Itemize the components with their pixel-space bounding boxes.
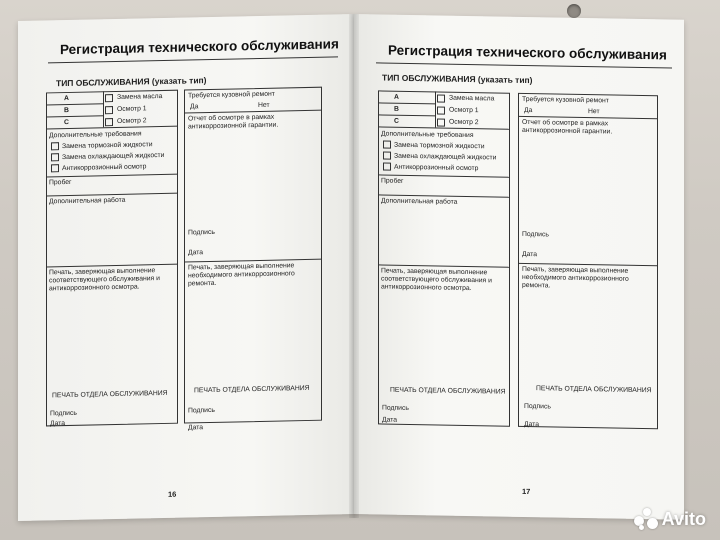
signature-label: Подпись xyxy=(524,402,551,411)
anticorrosion-checkbox[interactable] xyxy=(383,163,391,171)
title-divider xyxy=(48,56,338,63)
date-label: Дата xyxy=(50,420,66,428)
avito-watermark xyxy=(634,508,706,530)
service-dept-stamp-label: ПЕЧАТЬ ОТДЕЛА ОБСЛУЖИВАНИЯ xyxy=(390,386,506,396)
additional-requirements-label: Дополнительные требования xyxy=(49,130,142,140)
service-dept-stamp-label: ПЕЧАТЬ ОТДЕЛА ОБСЛУЖИВАНИЯ xyxy=(52,389,168,400)
stamp-anticorrosion-text: Печать, заверяющая выполнение необходимого антикоррозионного ремонта. xyxy=(522,265,629,290)
date-label: Дата xyxy=(522,250,538,259)
body-repair-box xyxy=(518,93,658,429)
booklet-spine xyxy=(349,14,359,518)
type-b-label: Осмотр 1 xyxy=(449,106,479,115)
signature-label: Подпись xyxy=(382,404,409,412)
body-repair-box xyxy=(184,87,322,424)
type-c-label: Осмотр 2 xyxy=(117,117,147,125)
mileage-label: Пробег xyxy=(381,177,404,185)
type-c-checkbox[interactable] xyxy=(437,118,445,126)
open-booklet xyxy=(18,14,686,518)
body-repair-label: Требуется кузовной ремонт xyxy=(522,95,609,105)
type-a-label: Замена масла xyxy=(449,94,495,103)
type-c-letter: C xyxy=(394,117,399,125)
signature-label: Подпись xyxy=(188,228,215,237)
service-type-heading: ТИП ОБСЛУЖИВАНИЯ (указать тип) xyxy=(382,72,533,86)
page-title: Регистрация технического обслуживания xyxy=(388,42,667,63)
no-label: Нет xyxy=(258,101,270,110)
brake-fluid-checkbox[interactable] xyxy=(51,142,59,150)
requirement-item: Антикоррозионный осмотр xyxy=(394,163,479,173)
page-number: 16 xyxy=(168,489,177,499)
signature-label: Подпись xyxy=(50,409,77,418)
type-a-letter: A xyxy=(64,94,69,103)
type-a-label: Замена масла xyxy=(117,93,163,101)
type-c-letter: C xyxy=(64,118,69,127)
page-number: 17 xyxy=(522,486,531,497)
stamp-service-text: Печать, заверяющая выполнение соответствующего обслуживания и антикоррозионного осмотра. xyxy=(49,267,160,293)
coolant-checkbox[interactable] xyxy=(383,152,391,160)
anticorrosion-checkbox[interactable] xyxy=(51,164,59,172)
type-b-checkbox[interactable] xyxy=(105,106,113,114)
stamp-service-text: Печать, заверяющая выполнение соответствующего обслуживания и антикоррозионного осмотра. xyxy=(381,267,492,292)
yes-label: Да xyxy=(190,103,199,111)
additional-work-label: Дополнительная работа xyxy=(381,197,458,206)
coolant-checkbox[interactable] xyxy=(51,153,59,161)
service-record-box xyxy=(46,90,178,427)
body-repair-label: Требуется кузовной ремонт xyxy=(188,90,275,100)
type-c-label: Осмотр 2 xyxy=(449,118,479,127)
mileage-label: Пробег xyxy=(49,178,72,187)
title-divider xyxy=(376,62,672,68)
date-label: Дата xyxy=(188,249,204,257)
date-label: Дата xyxy=(188,424,204,432)
watermark-brand: Avito xyxy=(661,508,706,529)
requirement-item: Замена охлаждающей жидкости xyxy=(62,151,165,162)
avito-logo-icon xyxy=(634,508,658,530)
date-label: Дата xyxy=(382,416,398,424)
page-title: Регистрация технического обслуживания xyxy=(60,36,339,58)
page-17 xyxy=(354,14,684,520)
requirement-item: Антикоррозионный осмотр xyxy=(62,163,147,173)
inspection-report-text: Отчет об осмотре в рамках антикоррозионной гарантии. xyxy=(188,113,279,131)
additional-work-label: Дополнительная работа xyxy=(49,196,126,206)
additional-requirements-label: Дополнительные требования xyxy=(381,130,474,140)
type-a-checkbox[interactable] xyxy=(437,94,445,102)
type-b-letter: B xyxy=(394,105,399,113)
staple-hole-icon xyxy=(567,4,581,18)
stamp-anticorrosion-text: Печать, заверяющая выполнение необходимого антикоррозионного ремонта. xyxy=(188,262,295,288)
service-dept-stamp-label: ПЕЧАТЬ ОТДЕЛА ОБСЛУЖИВАНИЯ xyxy=(194,384,310,395)
type-c-checkbox[interactable] xyxy=(105,118,113,126)
requirement-item: Замена тормозной жидкости xyxy=(62,141,153,151)
inspection-report-text: Отчет об осмотре в рамках антикоррозионной гарантии. xyxy=(522,118,613,136)
service-type-heading: ТИП ОБСЛУЖИВАНИЯ (указать тип) xyxy=(56,75,207,89)
signature-label: Подпись xyxy=(188,406,215,415)
date-label: Дата xyxy=(524,420,540,429)
type-a-checkbox[interactable] xyxy=(105,94,113,102)
yes-label: Да xyxy=(524,106,533,115)
service-dept-stamp-label: ПЕЧАТЬ ОТДЕЛА ОБСЛУЖИВАНИЯ xyxy=(536,385,652,395)
type-column-divider xyxy=(435,91,436,127)
signature-label: Подпись xyxy=(522,230,549,239)
type-b-label: Осмотр 1 xyxy=(117,105,147,113)
type-b-letter: B xyxy=(64,106,69,115)
requirement-item: Замена охлаждающей жидкости xyxy=(394,152,497,162)
brake-fluid-checkbox[interactable] xyxy=(383,141,391,149)
requirement-item: Замена тормозной жидкости xyxy=(394,141,485,151)
page-16 xyxy=(18,14,354,521)
type-b-checkbox[interactable] xyxy=(437,106,445,114)
type-a-letter: A xyxy=(394,93,399,101)
type-column-divider xyxy=(103,91,104,127)
no-label: Нет xyxy=(588,108,600,116)
